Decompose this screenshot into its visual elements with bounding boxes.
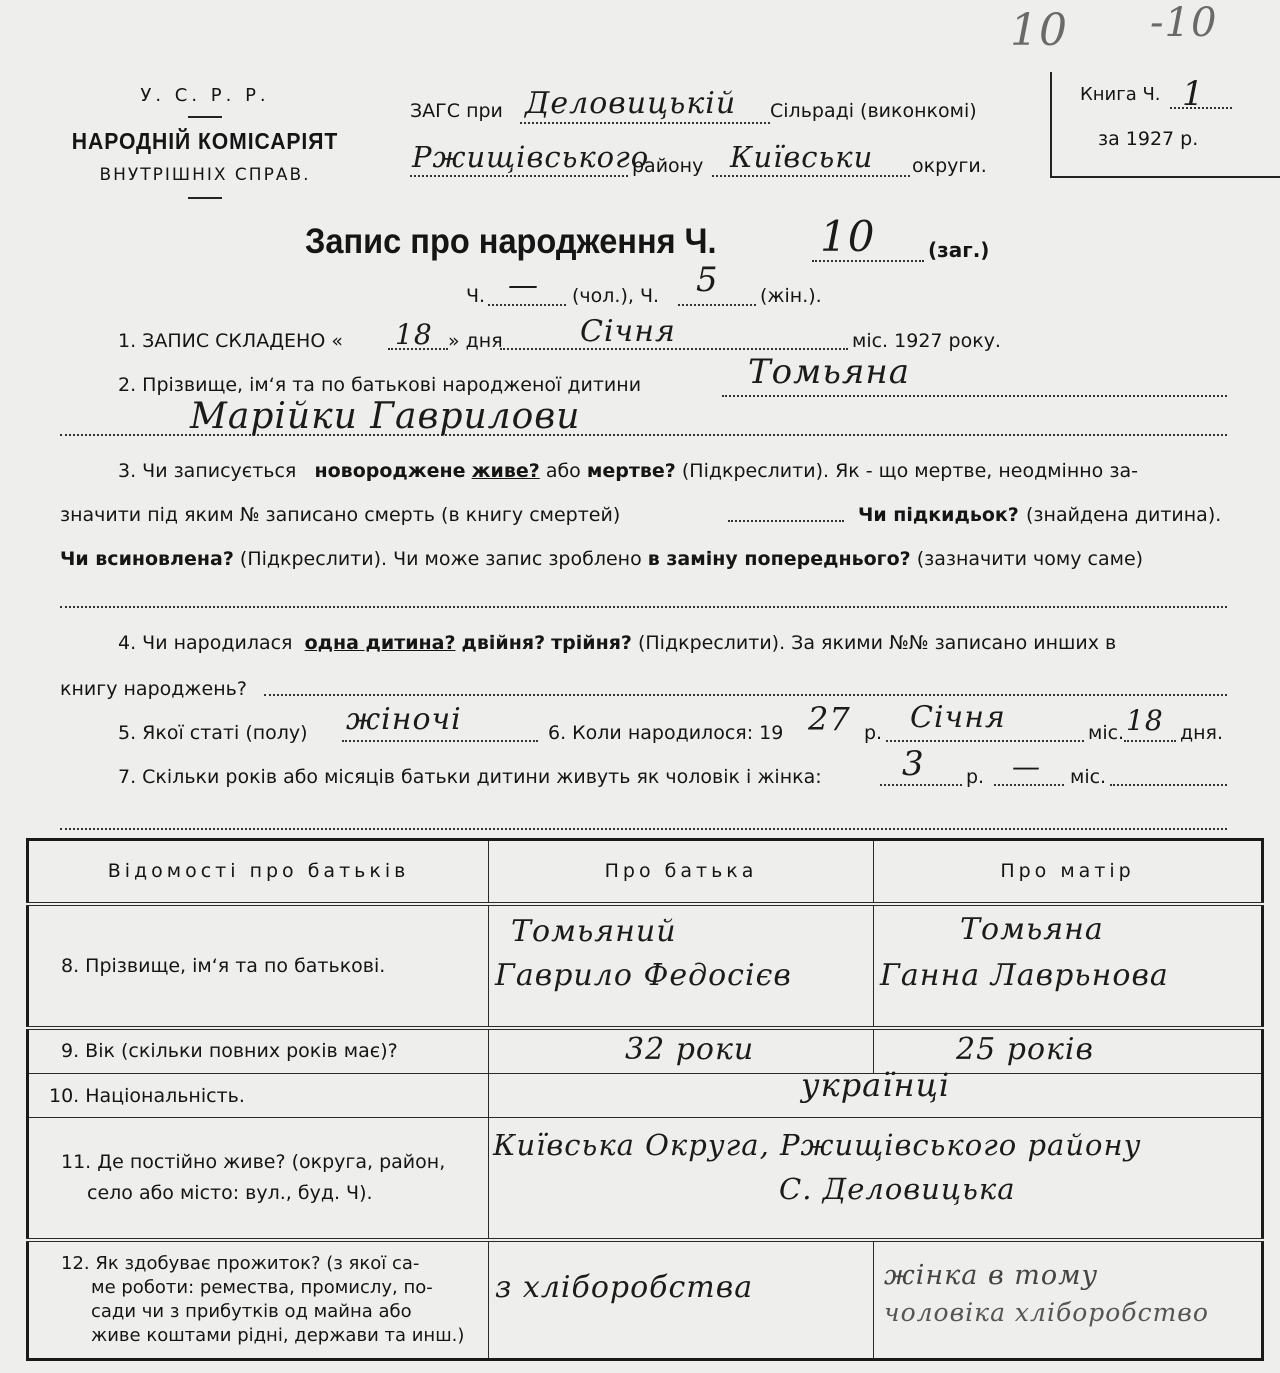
r12-label-4: живе коштами рідні, держави та инш.) xyxy=(91,1324,465,1346)
item4-l1 xyxy=(118,632,1116,654)
item5-label: 5. Якої статі (полу) xyxy=(118,722,308,744)
item3-death-line xyxy=(728,520,844,522)
book-year: за 1927 р. xyxy=(1098,128,1199,150)
item4-l1-d: трійня? xyxy=(551,632,632,654)
item7-months-hw: — xyxy=(1012,750,1041,783)
item6-month-hw: Січня xyxy=(910,700,1006,735)
r10-value: українці xyxy=(801,1066,951,1104)
item4-l1-c: двійня? xyxy=(461,632,546,654)
item1-month-hw: Січня xyxy=(580,314,676,349)
item3-reason-line xyxy=(60,606,1227,608)
ussr-label: У. С. Р. Р. xyxy=(140,85,270,106)
book-box xyxy=(1050,72,1280,178)
r8-father-cell xyxy=(489,904,874,1028)
header-divider-1 xyxy=(188,116,222,118)
r11-label-cell xyxy=(28,1118,489,1240)
r8-father-line2: Гаврило Федосієв xyxy=(495,957,792,993)
zags-district-line xyxy=(410,175,628,177)
table-row-livelihood xyxy=(28,1240,1263,1360)
r11-value-1: Київська Округа, Ржищівського району xyxy=(493,1128,1142,1162)
r8-mother-line1: Томьяна xyxy=(960,911,1104,947)
item5-sex-line xyxy=(342,740,538,742)
item3-l3-d: (зазначити чому саме) xyxy=(916,548,1144,570)
item2-surname-hw: Томьяна xyxy=(748,352,911,392)
item6-month-line xyxy=(886,740,1084,742)
corner-mark-b: -10 xyxy=(1150,0,1218,46)
male-count-hw: — xyxy=(508,268,539,303)
record-title: Запис про народження Ч. xyxy=(305,222,717,261)
item3-l3-a: Чи всиновлена? xyxy=(60,548,234,570)
r11-value-cell xyxy=(489,1118,1263,1240)
table-row-age xyxy=(28,1028,1263,1074)
item1-suffix: міс. 1927 року. xyxy=(852,330,1001,352)
item7-years-hw: 3 xyxy=(902,744,925,784)
r11-label-1: 11. Де постійно живе? (округа, район, xyxy=(61,1150,446,1173)
item3-l3-b: (Підкреслити). Чи може запис зроблено xyxy=(239,548,642,570)
r12-mother-cell xyxy=(874,1240,1263,1360)
table-row-nationality xyxy=(28,1074,1263,1118)
item3-l1-d: або xyxy=(545,460,581,482)
item4-l1-b: одна дитина? xyxy=(304,632,456,654)
header-divider-2 xyxy=(188,197,222,199)
r10-label: 10. Національність. xyxy=(28,1074,489,1118)
item4-numbers-line xyxy=(264,694,1227,696)
r8-mother-cell xyxy=(874,904,1263,1028)
item3-l3-c: в заміну попереднього? xyxy=(647,548,911,570)
r12-mother-1: жінка в тому xyxy=(884,1259,1099,1291)
item3-l1-c: живе? xyxy=(471,460,540,482)
sub-ch-label: Ч. xyxy=(466,285,486,307)
internal-affairs-label: ВНУТРІШНІХ СПРАВ. xyxy=(99,165,311,185)
zags-village-line xyxy=(520,122,770,124)
book-number-hw: 1 xyxy=(1182,74,1205,114)
table-row-name xyxy=(28,904,1263,1028)
book-label: Книга Ч. xyxy=(1080,84,1161,105)
item6-r-label: р. xyxy=(864,722,883,744)
zags-prefix: ЗАГС при xyxy=(410,100,503,122)
r10-value-cell xyxy=(489,1066,1263,1118)
item3-l2-c: (знайдена дитина). xyxy=(1026,504,1222,526)
male-count-line xyxy=(488,304,566,306)
item7-months-line xyxy=(994,784,1064,786)
header-parents-info: Відомості про батьків xyxy=(28,840,489,904)
item7-trail-line xyxy=(1110,784,1227,786)
r9-father: 32 роки xyxy=(625,1031,755,1067)
r8-mother-line2: Ганна Лаврьнова xyxy=(880,957,1169,993)
r12-label-2: ме роботи: ремества, промислу, по- xyxy=(91,1276,433,1298)
zags-district-label: району xyxy=(632,155,704,177)
item7-label: 7. Скільки років або місяців батьки дитини живуть як чоловік і жінка: xyxy=(118,766,822,788)
item4-l2: книгу народжень? xyxy=(60,678,247,700)
table-header-row xyxy=(28,840,1263,904)
commissariat-label: НАРОДНІЙ КОМІСАРІЯТ xyxy=(71,128,339,154)
item2-label: 2. Прізвище, ім‘я та по батькові народженої дитини xyxy=(118,374,642,396)
item3-l1-f: (Підкреслити). Як - що мертве, неодмінно за- xyxy=(681,460,1138,482)
r12-mother-2: чоловіка хліборобство xyxy=(884,1297,1209,1327)
item1-day-hw: 18 xyxy=(395,318,433,351)
item4-l1-e: (Підкреслити). За якими №№ записано инших в xyxy=(637,632,1117,654)
parents-table xyxy=(26,838,1264,1361)
r9-mother: 25 років xyxy=(956,1031,1094,1067)
item6-year-hw: 27 xyxy=(808,700,851,738)
zags-okrug-hw: Київськи xyxy=(730,140,874,174)
item6-mis-label: міс. xyxy=(1088,722,1125,744)
r9-label: 9. Вік (скільки повних років має)? xyxy=(28,1028,489,1074)
r12-label-cell xyxy=(28,1240,489,1360)
item6-day-line xyxy=(1124,740,1176,742)
r12-label-3: сади чи з прибутків од майна або xyxy=(91,1300,412,1322)
item3-l2-b: Чи підкидьок? xyxy=(858,504,1019,526)
item7-extra-line xyxy=(60,828,1227,830)
item6-dnya-label: дня. xyxy=(1180,722,1224,744)
female-count-hw: 5 xyxy=(696,260,719,300)
r12-label-1: 12. Як здобуває прожиток? (з якої са- xyxy=(61,1252,420,1274)
r12-father-cell xyxy=(489,1240,874,1360)
issuing-authority xyxy=(40,85,370,209)
male-label: (чол.), Ч. xyxy=(572,285,660,307)
title-suffix: (заг.) xyxy=(928,238,990,262)
item3-l1 xyxy=(118,460,1226,482)
item2-name-hw: Марійки Гаврилови xyxy=(190,396,581,437)
zags-district-hw: Ржищівського xyxy=(412,140,650,174)
item7-r-label: р. xyxy=(966,766,985,788)
r12-father: з хліборобства xyxy=(495,1269,754,1305)
table-row-residence xyxy=(28,1118,1263,1240)
female-label: (жін.). xyxy=(760,285,822,307)
item3-l1-a: 3. Чи записується xyxy=(118,460,297,482)
r8-label: 8. Прізвище, ім‘я та по батькові. xyxy=(28,904,489,1028)
item1-prefix: 1. ЗАПИС СКЛАДЕНО « xyxy=(118,330,343,352)
item6-day-hw: 18 xyxy=(1126,704,1164,737)
corner-mark-a: 10 xyxy=(1010,5,1068,56)
zags-okrug-line xyxy=(712,175,910,177)
item3-l1-b: новороджене xyxy=(314,460,466,482)
item3-l1-e: мертве? xyxy=(586,460,676,482)
item7-mis-label: міс. xyxy=(1070,766,1107,788)
item3-l2-a: значити під яким № записано смерть (в книгу смертей) xyxy=(60,504,621,526)
zags-suffix: Сільраді (виконкомі) xyxy=(770,100,977,122)
female-count-line xyxy=(678,304,756,306)
item1-mid: » дня xyxy=(448,330,503,352)
item3-l3 xyxy=(60,548,1143,570)
header-mother: Про матір xyxy=(874,840,1263,904)
item2-surname-line xyxy=(722,395,1227,397)
item5-sex-hw: жіночі xyxy=(346,702,462,737)
item6-when-label: 6. Коли народилося: 19 xyxy=(548,722,784,744)
title-number-hw: 10 xyxy=(820,212,876,261)
zags-okrug-label: округи. xyxy=(912,155,987,177)
header-father: Про батька xyxy=(489,840,874,904)
r11-label-2: село або місто: вул., буд. Ч). xyxy=(87,1181,373,1204)
zags-village-hw: Деловицькій xyxy=(525,86,737,121)
r11-value-2: С. Деловицька xyxy=(779,1172,1016,1206)
r8-father-line1: Томьяний xyxy=(511,913,677,949)
item7-years-line xyxy=(880,784,962,786)
item4-l1-a: 4. Чи народилася xyxy=(118,632,293,654)
